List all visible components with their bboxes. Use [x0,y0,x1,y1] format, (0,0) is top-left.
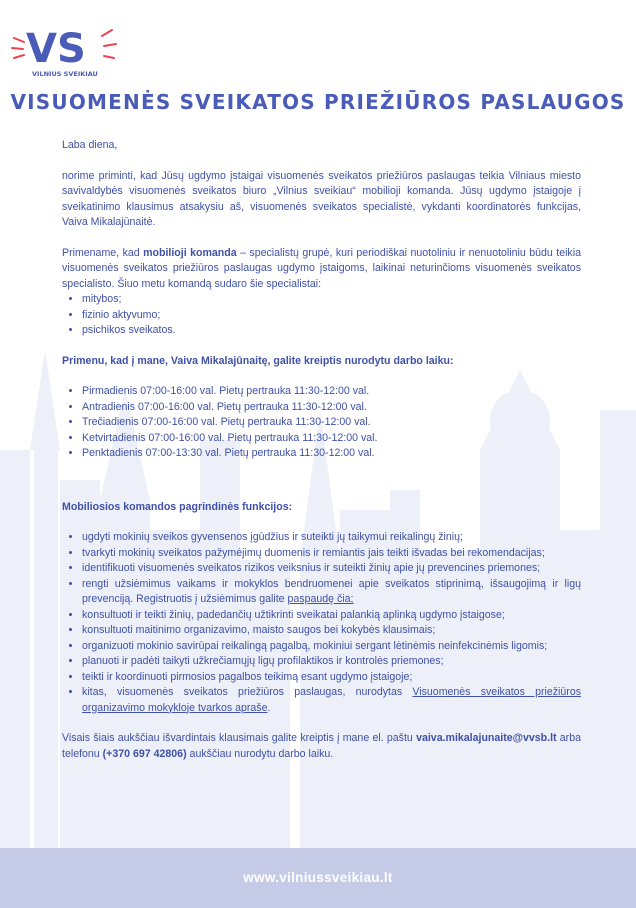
list-item: • identifikuoti visuomenės sveikatos rizikos veiksnius ir suteikti žinių apie jų prevencines priemones; [82,561,581,577]
email-link[interactable]: vaiva.mikalajunaite@vvsb.lt [416,732,557,744]
letter-body [62,138,581,762]
logo-mark-icon [10,16,120,80]
team-paragraph: Primename, kad mobilioji komanda – specialistų grupė, kuri periodiškai nuotoliniu ir nenuotoliniu būdu teikia visuomenės sveikatos priežiūros paslaugas ugdymo įstaigoms, laikinai neturinčioms visuomenės sveikatos specialisto. Šiuo metu komandą sudaro šie specialistai: [62,246,581,290]
team-bold: mobilioji komanda [143,246,237,259]
footer-bar [0,848,636,908]
logo-subtitle: VILNIUS SVEIKIAU [32,70,98,78]
functions-list [62,530,581,716]
page-title: VISUOMENĖS SVEIKATOS PRIEŽIŪROS PASLAUGOS [10,90,626,114]
list-item: • kitas, visuomenės sveikatos priežiūros paslaugas, nurodytas Visuomenės sveikatos priežiūros organizavimo mokykloje tvarkos apraše. [82,685,581,716]
list-item: • Penktadienis 07:00-13:30 val. Pietų pertrauka 11:30-12:00 val. [82,446,581,462]
greeting: Laba diena, [62,139,118,151]
list-item: • Pirmadienis 07:00-16:00 val. Pietų pertrauka 11:30-12:00 val. [82,384,581,400]
list-item: • mitybos; [82,292,581,308]
list-item: • ugdyti mokinių sveikos gyvensenos įgūdžius ir suteikti jų taikymui reikalingų žinių; [82,530,581,546]
registration-link[interactable]: paspaudę čia; [287,593,354,605]
list-item: • Ketvirtadienis 07:00-16:00 val. Pietų pertrauka 11:30-12:00 val. [82,431,581,447]
intro-paragraph: norime priminti, kad Jūsų ugdymo įstaigai visuomenės sveikatos priežiūros paslaugas teikia Vilniaus miesto savivaldybės visuomenės sveikatos biuro „Vilnius sveikiau“ mobilioji komanda. Jūsų ugdymo įstaigoje į sveikatinimo klausimus atsakysiu aš, visuomenės sveikatos specialistė, vykdanti koordinatorės funkcijas, Vaiva Mikalajūnaitė. [62,169,581,228]
list-item: • planuoti ir padėti taikyti užkrečiamųjų ligų profilaktikos ir kontrolės priemones; [82,654,581,670]
list-item: • Antradienis 07:00-16:00 val. Pietų pertrauka 11:30-12:00 val. [82,400,581,416]
phone-number[interactable]: (+370 697 42806) [102,747,187,760]
vilnius-sveikiau-logo[interactable] [10,16,120,80]
list-item: • konsultuoti maitinimo organizavimo, maisto saugos bei kokybės klausimais; [82,623,581,639]
list-item: • teikti ir koordinuoti pirmosios pagalbos teikimą esant ugdymo įstaigoje; [82,670,581,686]
team-list [62,292,581,339]
functions-heading: Mobiliosios komandos pagrindinės funkcijos: [62,500,293,513]
website-link[interactable]: www.vilniussveikiau.lt [243,870,393,885]
schedule-heading: Primenu, kad į mane, Vaiva Mikalajūnaitę, galite kreiptis nurodytu darbo laiku: [62,354,454,367]
procedure-link[interactable]: Visuomenės sveikatos priežiūros organizavimo mokykloje tvarkos apraše [82,686,582,714]
list-item: • tvarkyti mokinių sveikatos pažymėjimų duomenis ir remiantis jais teikti išvadas bei rekomendacijas; [82,546,581,562]
list-item: • organizuoti mokinio savirūpai reikalingą pagalbą, mokiniui sergant lėtinėmis neinfekcinėmis ligomis; [82,639,581,655]
list-item: • konsultuoti ir teikti žinių, padedančių užtikrinti sveikatai palankią aplinką ugdymo įstaigose; [82,608,581,624]
schedule-list [62,384,581,462]
list-item: • Trečiadienis 07:00-16:00 val. Pietų pertrauka 11:30-12:00 val. [82,415,581,431]
list-item: • rengti užsiėmimus vaikams ir mokyklos bendruomenei apie sveikatos stiprinimą, išsaugojimą ir ligų prevenciją. Registruotis į užsiėmimus galite paspaudę čia; [82,577,581,608]
contact-paragraph: Visais šiais aukščiau išvardintais klausimais galite kreiptis į mane el. paštu vaiva.mikalajunaite@vvsb.lt arba telefonu (+370 697 42806) aukščiau nurodytu darbo laiku. [62,732,581,760]
list-item: • psichikos sveikatos. [82,323,581,339]
logo-v: VS [26,26,86,72]
list-item: • fizinio aktyvumo; [82,308,581,324]
